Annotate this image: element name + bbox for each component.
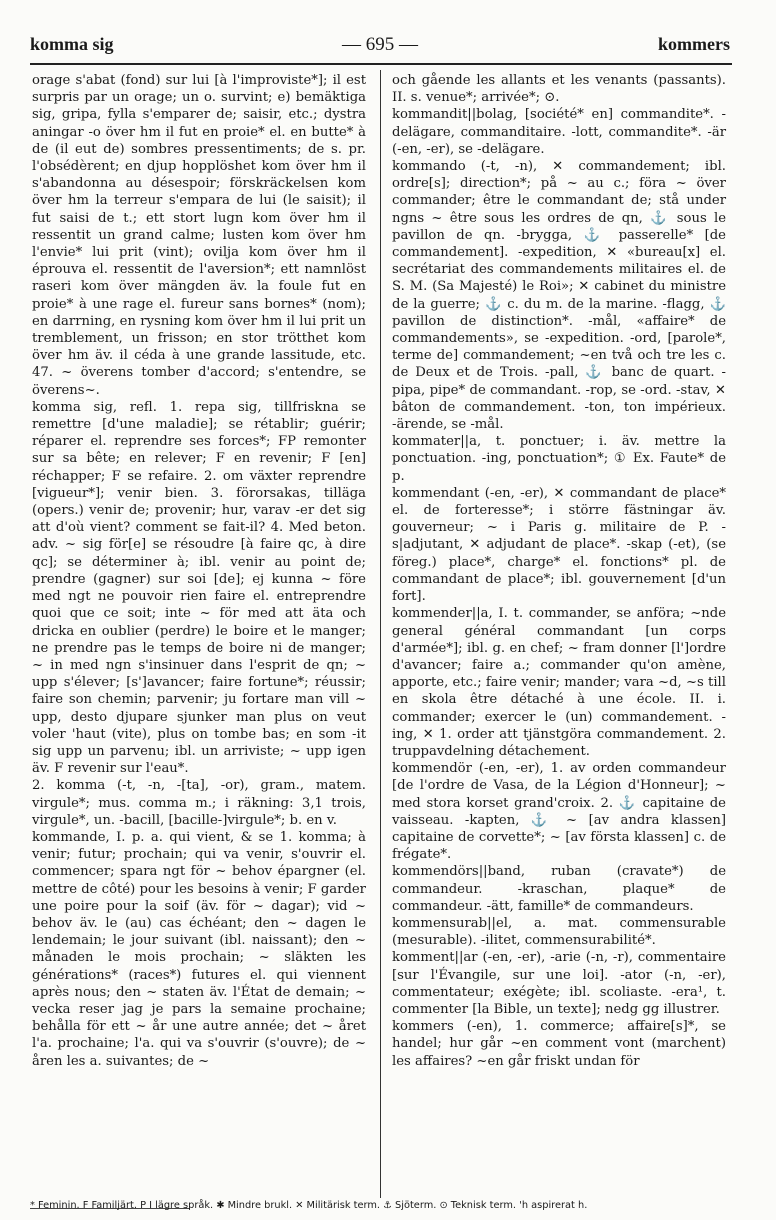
entry-komma-2: 2. komma (-t, -n, -[ta], -or), gram., matem. virgule*; mus. comma m.; i räkning: 3,1 trois, virgule*, un. -bacill, [bacille-]virgule*; b. en v. [32,778,366,828]
column-divider [380,70,381,1198]
entry-kommendera: kommender||a, I. t. commander, se anföra; ~nde general général commandant [un corps d'armée*]; ibl. g. en chef; ~ fram donner [l']ordre d'avancer; faire a.; commander qu'on amène, apporte, etc.; faire venir; mander; vara ~d, ~s till en skola être détaché à une école. II. i. commander; exercer le (un) commandement. -ing, ✕ 1. order att tjänstgöra commandement. 2. truppavdelning détachement. [392,606,726,759]
left-column [32,72,366,1070]
entry-kommandit: kommandit||bolag, [société* en] commandite*. -delägare, commanditaire. -lott, commandite*. -är (-en, -er), se -delägare. [392,107,726,157]
entry-komma-sig: komma sig, refl. 1. repa sig, tillfriskna se remettre [d'une maladie]; se rétablir; guérir; réparer el. reprendre ses forces*; FP remonter sur sa bête; en relever; F en revenir; F [en] réchapper; F se refaire. 2. om växter reprendre [vigueur*]; venir bien. 3. förorsakas, tilläga (opers.) venir de; provenir; hur, varav -er det sig att d'où vient? comment se fait-il? 4. Med beton. adv. ~ sig för[e] se résoudre [à faire qc, à dire qc]; se déterminer à; ibl. venir au point de; prendre (gagner) sur soi [de]; ej kunna ~ före med ngt ne pouvoir rien faire el. entreprendre quoi que ce soit; inte ~ för med att äta och dricka en oublier (perdre) le boire et le manger; ne prendre pas le temps de boire ni de manger; ~ in med ngn s'insinuer dans l'esprit de qn; ~ upp s'élever; [s']avancer; faire fortune*; réussir; faire son chemin; parvenir; ju fortare man vill ~ upp, desto djupare sjunker man plus on veut voler 'haut (vite), plus on tombe bas; en som -it sig upp un parvenu; ibl. un arriviste; ~ upp igen äv. F revenir sur l'eau*. [32,399,366,777]
right-column [392,72,726,1070]
entry-kommers: kommers (-en), 1. commerce; affaire[s]*, se handel; hur går ~en comment vont (marchent) les affaires? ~en går friskt undan för [392,1019,726,1069]
entry-kommendor: kommendör (-en, -er), 1. av orden commandeur [de l'ordre de Vasa, de la Légion d'Honneur]; ~ med stora korset grand'croix. 2. ⚓ capitaine de vaisseau. -kapten, ⚓ ~ [av andra klassen] capitaine de corvette*; ~ [av första klassen] c. de frégate*. [392,761,726,863]
header-right-guideword: kommers [658,34,730,54]
footer-legend: * Feminin. F Familjärt. P I lägre språk. ✱ Mindre brukl. ✕ Militärisk term. ⚓ Sjöterm. ⊙ Teknisk term. 'h aspirerat h. [30,1200,588,1211]
page-number: — 695 — [342,34,418,55]
entry-kommentar: komment||ar (-en, -er), -arie (-n, -r), commentaire [sur l'Évangile, sur une loi]. -ator (-n, -er), commentateur; exégète; ibl. scoliaste. -era¹, t. commenter [la Bible, un texte]; nedg gg illustrer. [392,950,726,1017]
entry-kommando: kommando (-t, -n), ✕ commandement; ibl. ordre[s]; direction*; på ~ au c.; föra ~ över commander; être le commandant de; stå under ngns ~ être sous les ordres de qn, ⚓ sous le pavillon de qn. -brygga, ⚓ passerelle* [de commandement]. -expedition, ✕ «bureau[x] el. secrétariat des commandements militaires el. de S. M. (Sa Majesté) le Roi»; ✕ cabinet du ministre de la guerre; ⚓ c. du m. de la marine. -flagg, ⚓ pavillon de distinction*. -mål, «affaire* de commandements», se -expedition. -ord, [parole*, terme de] commandement; ~en två och tre les c. de Deux et de Trois. -pall, ⚓ banc de quart. -pipa, pipe* de commandant. -rop, se -ord. -stav, ✕ bâton de commandement. -ton, ton impérieux. -ärende, se -mål. [392,159,726,433]
entry-kommatera: kommater||a, t. ponctuer; i. äv. mettre la ponctuation. -ing, ponctuation*; ① Ex. Faute* de p. [392,434,726,484]
entry-komma-continued: orage s'abat (fond) sur lui [à l'improviste*]; il est surpris par un orage; un o. survint; e) bemäktiga sig, gripa, fylla s'emparer de; saisir, etc.; dystra aningar -o över hm il fut en proie* el. en butte* à de (il eut de) sombres pressentiments; de s. pr. l'obsédèrent; en djup hopplöshet kom över hm il s'abandonna au désespoir; förskräckelsen kom över hm la terreur s'empara de lui (le saisit); il fut saisi de t.; ett stort lugn kom över hm il ressentit un grand calme; lusten kom över hm l'envie* lui prit (vint); ovilja kom över hm il éprouva el. ressentit de l'aversion*; ett namnlöst raseri kom över mängden äv. la foule fut en proie* à une rage el. fureur sans bornes* (nom); en darrning, en rysning kom över hm il lui prit un tremblement, un frisson; en stor trötthet kom över hm äv. il céda à une grande lassitude, etc. 47. ~ överens tomber d'accord; s'entendre, se överens~. [32,73,366,398]
entry-kommande: kommande, I. p. a. qui vient, & se 1. komma; à venir; futur; prochain; qui va venir, s'ouvrir el. commencer; spara ngt för ~ behov épargner (el. mettre de côté) pour les besoins à venir; F garder une poire pour la soif (äv. för ~ dagar); vid ~ behov äv. le (au) cas échéant; den ~ dagen le lendemain; le jour suivant (ibl. naissant); den ~ månaden le mois prochain; ~ släkten les générations* (races*) futures el. qui viennent après nous; den ~ staten äv. l'État de demain; ~ vecka reser jag je pars la semaine prochaine; behålla för ett ~ år une autre année; det ~ året l'a. prochaine; l'a. qui va s'ouvrir (s'ouvre); de ~ åren les a. suivantes; de ~ [32,829,366,1069]
entry-och-gaende: och gående les allants et les venants (passants). II. s. venue*; arrivée*; ⊙. [392,73,726,106]
header-rule [30,63,732,65]
header-left-guideword: komma sig [30,34,114,54]
entry-kommensurabel: kommensurab||el, a. mat. commensurable (mesurable). -ilitet, commensurabilité*. [392,915,726,949]
entry-kommendant: kommendant (-en, -er), ✕ commandant de place* el. de forteresse*; i större fästningar äv. gouverneur; ~ i Paris g. militaire de P. -s|adjutant, ✕ adjudant de place*. -skap (-et), (se föreg.) place*, charge* el. fonctions* pl. de commandant de place*; ibl. gouvernement [d'un fort]. [392,485,726,605]
page-header [30,34,730,60]
entry-kommendors: kommendörs||band, ruban (cravate*) de commandeur. -kraschan, plaque* de commandeur. -ätt, famille* de commandeurs. [392,864,726,914]
